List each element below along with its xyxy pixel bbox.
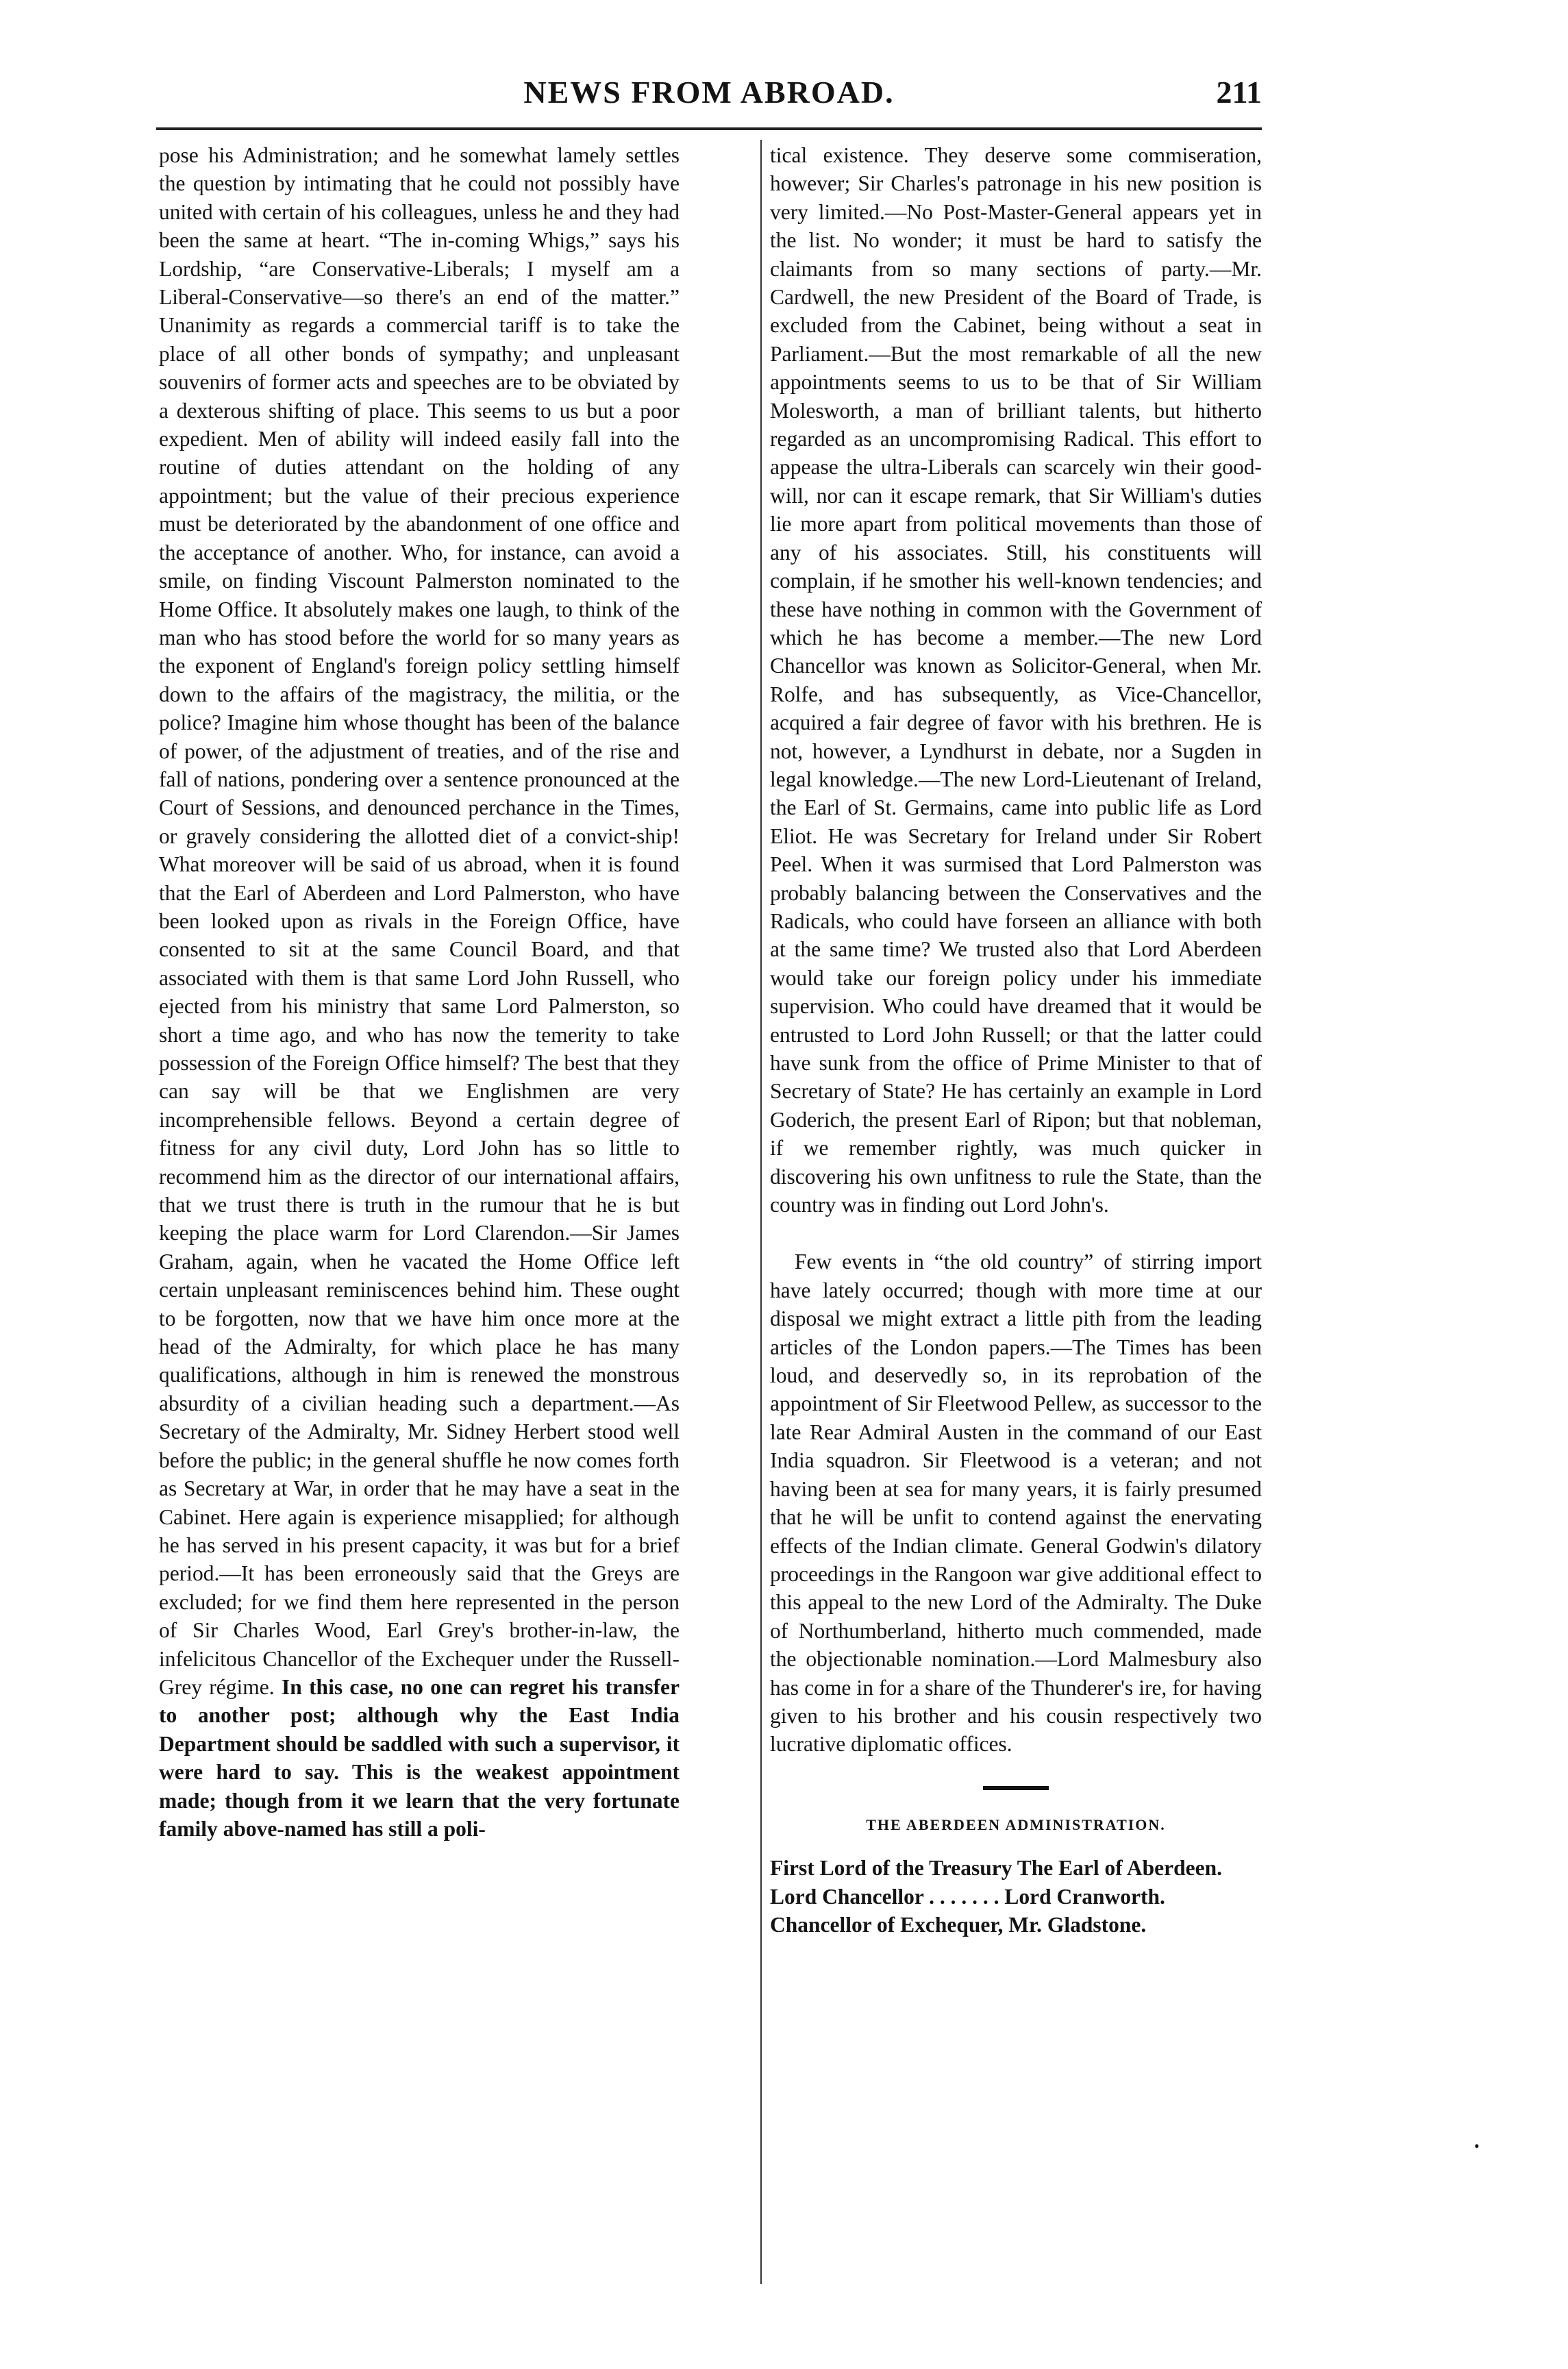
section-divider <box>983 1786 1049 1790</box>
running-head <box>156 74 1262 122</box>
header-rule <box>156 127 1262 130</box>
article-paragraph: tical existence. They deserve some commiseration, however; Sir Charles's patronage in his new position is very limited.—No Post-Master-General appears yet in the list. No wonder; it must be hard to satisfy the claimants from so many sections of party.—Mr. Cardwell, the new President of the Board of Trade, is excluded from the Cabinet, being without a seat in Parliament.—But the most remarkable of all the new appointments seems to us to be that of Sir William Molesworth, a man of brilliant talents, but hitherto regarded as an uncompromising Radical. This effort to appease the ultra-Liberals can scarcely win their good-will, nor can it escape remark, that Sir William's duties lie more apart from political movements than those of any of his associates. Still, his constituents will complain, if he smother his well-known tendencies; and these have nothing in common with the Government of which he has become a member.—The new Lord Chancellor was known as Solicitor-General, when Mr. Rolfe, and has subsequently, as Vice-Chancellor, acquired a fair degree of favor with his brethren. He is not, however, a Lyndhurst in debate, nor a Sugden in legal knowledge.—The new Lord-Lieutenant of Ireland, the Earl of St. Germains, came into public life as Lord Eliot. He was Secretary for Ireland under Sir Robert Peel. When it was surmised that Lord Palmerston was probably balancing between the Conservatives and the Radicals, who could have forseen an alliance with both at the same time? We trusted also that Lord Aberdeen would take our foreign policy under his immediate supervision. Who could have dreamed that it would be entrusted to Lord John Russell; or that the latter could have sunk from the office of Prime Minister to that of Secretary of State? He has certainly an example in Lord Goderich, the present Earl of Ripon; but that nobleman, if we remember rightly, was much quicker in discovering his own unfitness to rule the State, than the country was in finding out Lord John's. <box>770 143 1262 1217</box>
ministry-entry: Chancellor of Exchequer, Mr. Gladstone. <box>770 1912 1147 1937</box>
left-column <box>159 141 680 1843</box>
ink-speck: • <box>1474 2137 1480 2155</box>
article-paragraph <box>159 141 680 1843</box>
ministry-entry: Lord Chancellor . . . . . . . Lord Cranworth. <box>770 1884 1165 1909</box>
section-heading: THE ABERDEEN ADMINISTRATION. <box>866 1815 1166 1833</box>
paragraph-text: pose his Administration; and he somewhat lamely settles the question by intimating that he could not possibly have united with certain of his colleagues, unless he and they had been the same at heart. “The in-coming Whigs,” says his Lordship, “are Conservative-Liberals; I myself am a Liberal-Conservative—so there's an end of the matter.” Unanimity as regards a commercial tariff is to take the place of all other bonds of sympathy; and unpleasant souvenirs of former acts and speeches are to be obviated by a dexterous shifting of place. This seems to us but a poor expedient. Men of ability will indeed easily fall into the routine of duties attendant on the holding of any appointment; but the value of their precious experience must be deteriorated by the abandonment of one office and the acceptance of another. Who, for instance, can avoid a smile, on finding Viscount Palmerston nominated to the Home Office. It absolutely makes one laugh, to think of the man who has stood before the world for so many years as the exponent of England's foreign policy settling himself down to the affairs of the magistracy, the militia, or the police? Imagine him whose thought has been of the balance of power, of the adjustment of treaties, and of the rise and fall of nations, pondering over a sentence pronounced at the Court of Sessions, and denounced perchance in the Times, or gravely considering the allotted diet of a convict-ship! What moreover will be said of us abroad, when it is found that the Earl of Aberdeen and Lord Palmerston, who have been looked upon as rivals in the Foreign Office, have consented to sit at the same Council Board, and that associated with them is that same Lord John Russell, who ejected from his ministry that same Lord Palmerston, so short a time ago, and who has now the temerity to take possession of the Foreign Office himself? The best that they can say will be that we Englishmen are very incomprehensible fellows. Beyond a certain degree of fitness for any civil duty, Lord John has so little to recommend him as the director of our international affairs, that we trust there is truth in the rumour that he is but keeping the place warm for Lord Clarendon.—Sir James Graham, again, when he vacated the Home Office left certain unpleasant reminiscences behind him. These ought to be forgotten, now that we have him once more at the head of the Admiralty, for which place he has many qualifications, although in him is renewed the monstrous absurdity of a civilian heading such a department.—As Secretary of the Admiralty, Mr. Sidney Herbert stood well before the public; in the general shuffle he now comes forth as Secretary at War, in order that he may have a seat in the Cabinet. Here again is experience misapplied; for although he has served in his present capacity, it was but for a brief period.—It has been erroneously said that the Greys are excluded; for we find them here represented in the person of Sir Charles Wood, Earl Grey's brother-in-law, the infelicitous Chancellor of the Exchequer under the Russell-Grey régime. <box>159 143 680 1699</box>
page-number: 211 <box>1216 75 1262 110</box>
paragraph-bold-text: In this case, no one can regret his transfer to another post; although why the East India Department should be saddled with such a supervisor, it were hard to say. This is the weakest appointment made; though from it we learn that the very fortunate family above-named has still a poli- <box>159 1674 680 1841</box>
article-paragraph: Few events in “the old country” of stirring import have lately occurred; though with more time at our disposal we might extract a little pith from the leading articles of the London papers.—The Times has been loud, and deservedly so, in its reprobation of the appointment of Sir Fleetwood Pellew, as successor to the late Rear Admiral Austen in the command of our East India squadron. Sir Fleetwood is a veteran; and not having been at sea for many years, it is fairly presumed that he will be unfit to contend against the enervating effects of the Indian climate. General Godwin's dilatory proceedings in the Rangoon war give additional effect to this appeal to the new Lord of the Admiralty. The Duke of Northumberland, hitherto much commended, made the objectionable nomination.—Lord Malmesbury also has come in for a share of the Thunderer's ire, for having given to his brother and his cousin respectively two lucrative diplomatic offices. <box>770 1250 1262 1757</box>
page-title: NEWS FROM ABROAD. <box>523 75 895 110</box>
right-column <box>770 141 1262 1939</box>
column-divider <box>760 140 762 2284</box>
ministry-entry: First Lord of the Treasury The Earl of Aberdeen. <box>770 1856 1223 1881</box>
